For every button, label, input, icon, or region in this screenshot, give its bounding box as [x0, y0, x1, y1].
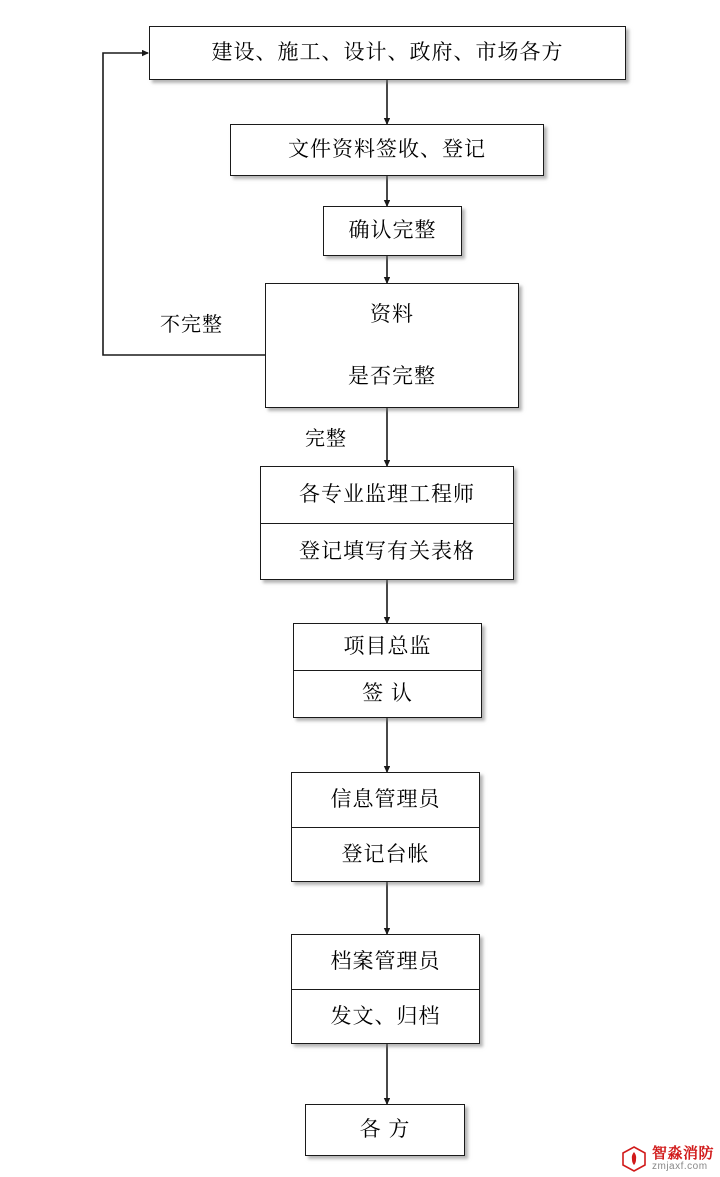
edge-label-incomplete: 不完整 [160, 314, 223, 336]
node-parties-bottom-line-1: 各 方 [359, 1118, 411, 1142]
node-information-manager-line-1: 信息管理员 [330, 788, 441, 812]
node-chief-supervisor-line-1: 项目总监 [343, 635, 432, 659]
node-professional-engineers-line-2: 登记填写有关表格 [261, 523, 513, 580]
node-chief-supervisor [293, 623, 482, 718]
watermark-site: zmjaxf.com [651, 1160, 708, 1172]
node-information-manager-line-2: 登记台帐 [292, 827, 479, 882]
node-information-manager [291, 772, 480, 882]
node-parties-top [149, 26, 626, 80]
node-decision-complete [265, 283, 519, 408]
node-chief-supervisor-line-2: 签 认 [294, 670, 481, 717]
node-decision-complete-line-1: 资料 [370, 303, 414, 327]
node-confirm-complete [323, 206, 462, 256]
node-archive-manager-line-2: 发文、归档 [292, 989, 479, 1044]
node-parties-bottom [305, 1104, 465, 1156]
node-receive-register-line-1: 文件资料签收、登记 [288, 138, 486, 162]
node-confirm-complete-line-1: 确认完整 [348, 219, 437, 243]
watermark-text [652, 1146, 714, 1172]
node-decision-complete-line-2: 是否完整 [348, 364, 436, 388]
node-professional-engineers [260, 466, 514, 580]
watermark-brand: 智淼消防 [651, 1144, 714, 1162]
node-parties-top-line-1: 建设、施工、设计、政府、市场各方 [211, 41, 564, 65]
flame-logo-icon [621, 1146, 647, 1172]
node-archive-manager-line-1: 档案管理员 [330, 950, 441, 974]
node-professional-engineers-line-1: 各专业监理工程师 [299, 483, 475, 507]
node-archive-manager [291, 934, 480, 1044]
node-receive-register [230, 124, 544, 176]
watermark [621, 1146, 714, 1172]
edge-label-complete: 完整 [305, 428, 347, 450]
